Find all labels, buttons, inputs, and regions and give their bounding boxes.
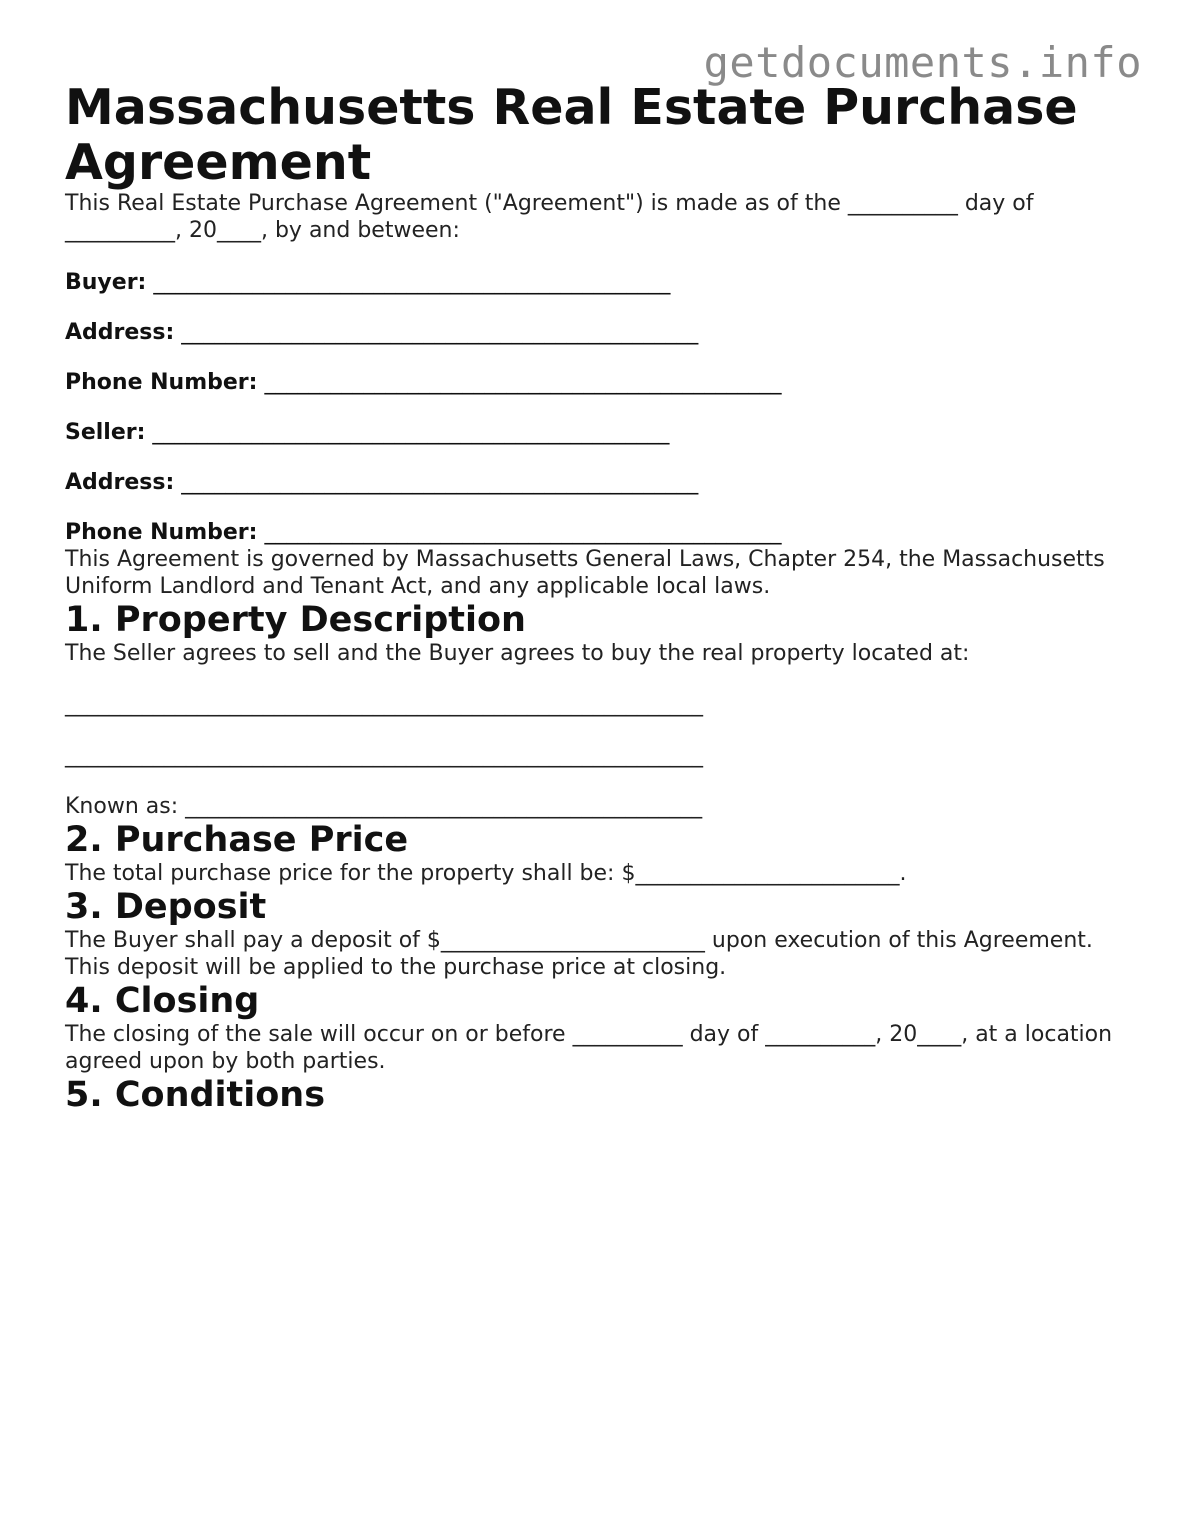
buyer-field bbox=[65, 269, 1125, 296]
buyer-address-label: Address: bbox=[65, 320, 175, 345]
buyer-address-blank: _______________________________________________ bbox=[181, 320, 699, 345]
section-heading-closing: 4. Closing bbox=[65, 981, 260, 1021]
buyer-phone-blank: _______________________________________________ bbox=[264, 370, 782, 395]
seller-field bbox=[65, 419, 1125, 446]
property-paragraph: The Seller agrees to sell and the Buyer agrees to buy the real property located at: bbox=[65, 641, 970, 666]
document-title: Massachusetts Real Estate Purchase Agreement bbox=[65, 79, 1078, 191]
seller-blank: _______________________________________________ bbox=[152, 420, 670, 445]
buyer-address-field bbox=[65, 319, 1125, 346]
closing-paragraph: The closing of the sale will occur on or before __________ day of __________, 20____, at a location agreed upon by both parties. bbox=[65, 1022, 1113, 1074]
seller-address-blank: _______________________________________________ bbox=[181, 470, 699, 495]
deposit-paragraph: The Buyer shall pay a deposit of $________________________ upon execution of this Agreement. This deposit will be applied to the purchase price at closing. bbox=[65, 928, 1093, 980]
buyer-label: Buyer: bbox=[65, 270, 147, 295]
property-address-line-2: __________________________________________________________ bbox=[65, 743, 703, 768]
section-heading-conditions: 5. Conditions bbox=[65, 1075, 326, 1115]
intro-paragraph: This Real Estate Purchase Agreement ("Agreement") is made as of the __________ day of __________, 20____, by and between: bbox=[65, 191, 1034, 243]
seller-address-label: Address: bbox=[65, 470, 175, 495]
seller-label: Seller: bbox=[65, 420, 146, 445]
seller-phone-field bbox=[65, 519, 1125, 546]
known-as-line: Known as: _______________________________________________ bbox=[65, 794, 703, 819]
price-paragraph: The total purchase price for the property shall be: $________________________. bbox=[65, 861, 907, 886]
watermark: getdocuments.info bbox=[703, 38, 1142, 87]
section-heading-price: 2. Purchase Price bbox=[65, 820, 409, 860]
section-heading-property: 1. Property Description bbox=[65, 600, 526, 640]
seller-phone-label: Phone Number: bbox=[65, 520, 258, 545]
section-heading-deposit: 3. Deposit bbox=[65, 887, 267, 927]
buyer-blank: _______________________________________________ bbox=[153, 270, 671, 295]
governing-law-paragraph: This Agreement is governed by Massachusetts General Laws, Chapter 254, the Massachusetts Uniform Landlord and Tenant Act, and any applicable local laws. bbox=[65, 547, 1105, 599]
document-body bbox=[65, 80, 1125, 1115]
buyer-phone-label: Phone Number: bbox=[65, 370, 258, 395]
property-address-line-1: __________________________________________________________ bbox=[65, 692, 703, 717]
buyer-phone-field bbox=[65, 369, 1125, 396]
seller-phone-blank: _______________________________________________ bbox=[264, 520, 782, 545]
seller-address-field bbox=[65, 469, 1125, 496]
